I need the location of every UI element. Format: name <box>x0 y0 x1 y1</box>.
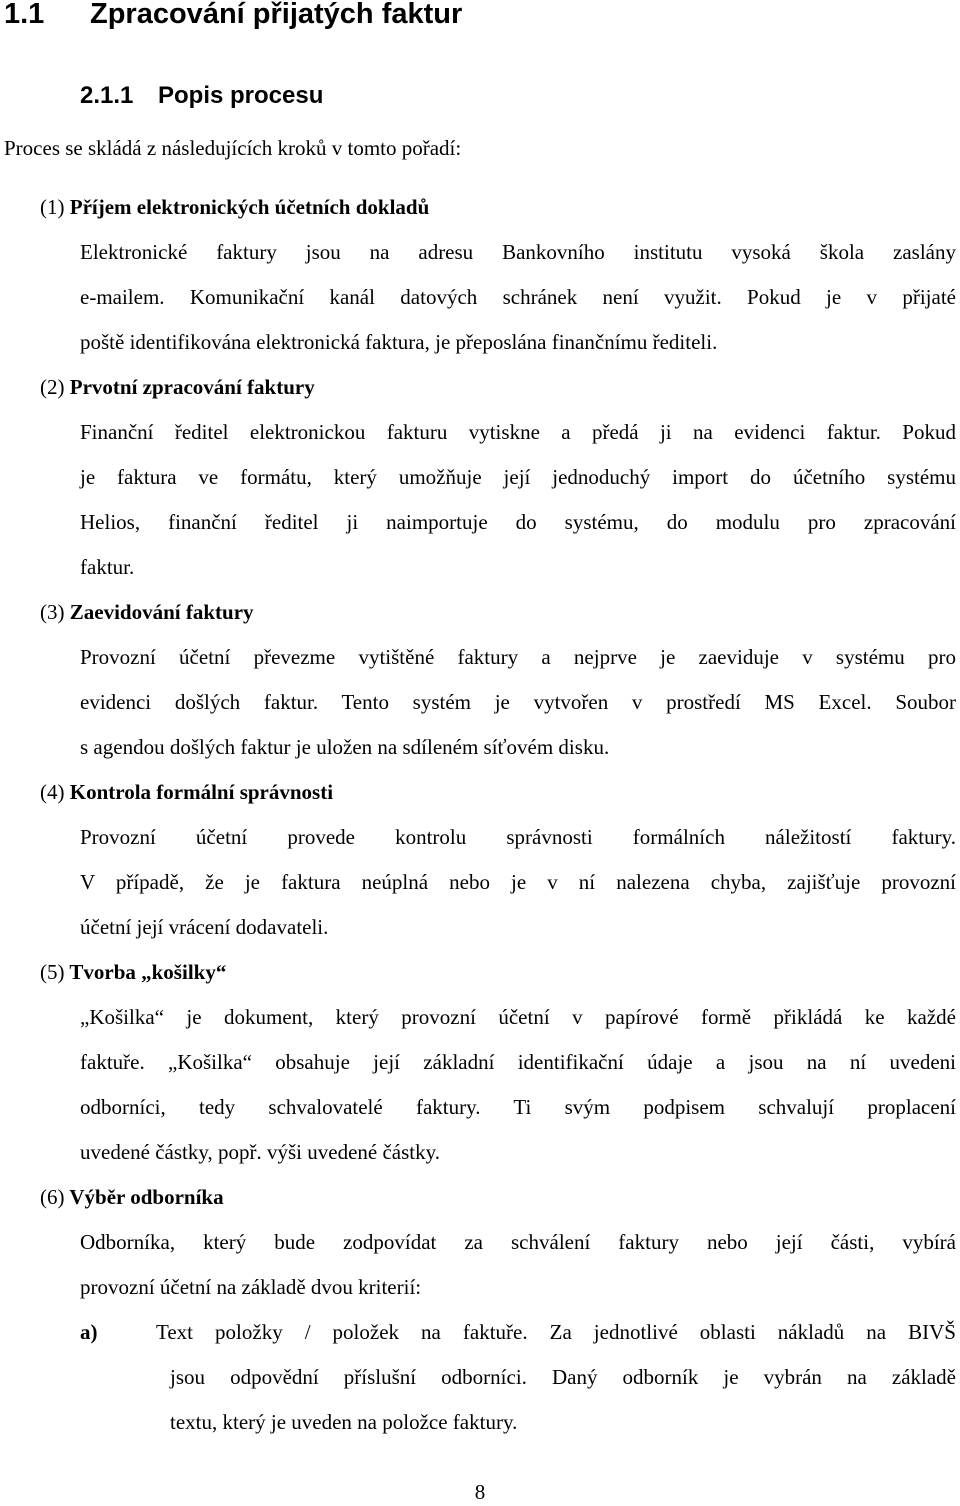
step-number: (2) <box>40 375 65 399</box>
paragraph-line: Elektronické faktury jsou na adresu Bankovního institutu vysoká škola zaslány <box>80 240 956 264</box>
step-title: Výběr odborníka <box>69 1185 224 1209</box>
step-heading <box>40 958 226 986</box>
paragraph-line: s agendou došlých faktur je uložen na sdíleném síťovém disku. <box>80 735 610 759</box>
paragraph-line: Finanční ředitel elektronickou fakturu vytiskne a předá ji na evidenci faktur. Pokud <box>80 420 956 444</box>
section-heading <box>4 0 462 32</box>
paragraph-line: Helios, finanční ředitel ji naimportuje do systému, do modulu pro zpracování <box>80 510 956 534</box>
paragraph-line: faktuře. „Košilka“ obsahuje její základní identifikační údaje a jsou na ní uvedeni <box>80 1050 956 1074</box>
paragraph-line: je faktura ve formátu, který umožňuje její jednoduchý import do účetního systému <box>80 465 956 489</box>
step-heading <box>40 1183 224 1211</box>
paragraph-line: Provozní účetní převezme vytištěné faktury a nejprve je zaeviduje v systému pro <box>80 645 956 669</box>
list-item-line: Text položky / položek na faktuře. Za jednotlivé oblasti nákladů na BIVŠ <box>156 1320 956 1344</box>
step-number: (3) <box>40 600 65 624</box>
list-marker: a) <box>80 1320 98 1344</box>
subsection-title: Popis procesu <box>158 82 324 109</box>
step-title: Tvorba „košilky“ <box>69 960 227 984</box>
paragraph-line: odborníci, tedy schvalovatelé faktury. Ti svým podpisem schvalují proplacení <box>80 1095 956 1119</box>
paragraph-line: faktur. <box>80 555 135 579</box>
list-item-line: textu, který je uveden na položce faktury. <box>170 1410 518 1434</box>
step-title: Příjem elektronických účetních dokladů <box>69 195 430 219</box>
step-heading <box>40 778 333 806</box>
step-number: (6) <box>40 1185 65 1209</box>
paragraph-line: účetní její vrácení dodavateli. <box>80 915 329 939</box>
subsection-number: 2.1.1 <box>80 82 134 109</box>
step-heading <box>40 598 254 626</box>
step-title: Zaevidování faktury <box>69 600 254 624</box>
step-heading <box>40 373 315 401</box>
step-heading <box>40 193 429 221</box>
paragraph-line: uvedené částky, popř. výši uvedené částky. <box>80 1140 440 1164</box>
step-number: (1) <box>40 195 65 219</box>
page-number: 8 <box>474 1480 486 1504</box>
paragraph-line: provozní účetní na základě dvou kriterií: <box>80 1275 422 1299</box>
paragraph-line: poště identifikována elektronická faktura, je přeposlána finančnímu řediteli. <box>80 330 718 354</box>
step-title: Kontrola formální správnosti <box>69 780 334 804</box>
section-number: 1.1 <box>4 0 45 30</box>
intro-paragraph: Proces se skládá z následujících kroků v tomto pořadí: <box>4 136 462 160</box>
step-number: (5) <box>40 960 65 984</box>
paragraph-line: „Košilka“ je dokument, který provozní účetní v papírové formě přikládá ke každé <box>80 1005 956 1029</box>
list-item-line: jsou odpovědní příslušní odborníci. Daný odborník je vybrán na základě <box>170 1365 956 1389</box>
paragraph-line: Odborníka, který bude zodpovídat za schválení faktury nebo její části, vybírá <box>80 1230 956 1254</box>
subsection-heading <box>80 80 323 112</box>
step-number: (4) <box>40 780 65 804</box>
paragraph-line: V případě, že je faktura neúplná nebo je v ní nalezena chyba, zajišťuje provozní <box>80 870 956 894</box>
section-title: Zpracování přijatých faktur <box>90 0 463 30</box>
paragraph-line: e-mailem. Komunikační kanál datových schránek není využit. Pokud je v přijaté <box>80 285 956 309</box>
step-title: Prvotní zpracování faktury <box>69 375 315 399</box>
paragraph-line: evidenci došlých faktur. Tento systém je vytvořen v prostředí MS Excel. Soubor <box>80 690 956 714</box>
paragraph-line: Provozní účetní provede kontrolu správnosti formálních náležitostí faktury. <box>80 825 956 849</box>
